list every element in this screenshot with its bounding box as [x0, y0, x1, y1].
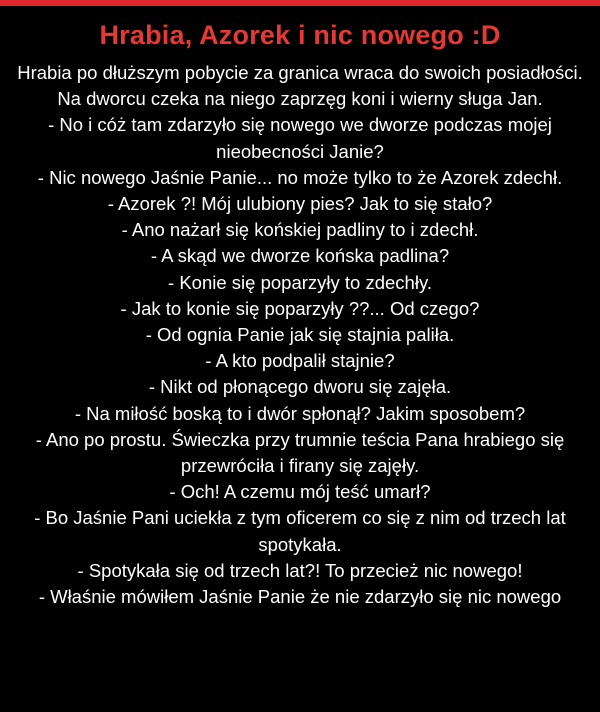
story-line: - A kto podpalił stajnie? [205, 350, 395, 372]
story-line: - Konie się poparzyły to zdechły. [168, 271, 432, 293]
story-line: - Jak to konie się poparzyły ??... Od czego? [120, 297, 480, 319]
top-accent-bar [0, 0, 600, 6]
story-line: - Nic nowego Jaśnie Panie... no może tylko to że Azorek zdechł. [37, 166, 563, 188]
story-line: - Och! A czemu mój teść umarł? [169, 481, 431, 503]
story-text [10, 60, 590, 610]
story-line: - Na miłość boską to i dwór spłonął? Jakim sposobem? [74, 402, 526, 424]
story-line: Hrabia po dłuższym pobycie za granica wraca do swoich posiadłości. Na dworcu czeka na niego zaprzęg koni i wierny sługa Jan. [17, 62, 583, 110]
story-line: - Azorek ?! Mój ulubiony pies? Jak to się stało? [107, 193, 493, 215]
story-line: - Nikt od płonącego dworu się zajęła. [148, 376, 452, 398]
story-line: - Ano po prostu. Świeczka przy trumnie teścia Pana hrabiego się przewróciła i firany się zajęły. [35, 428, 565, 477]
story-line: - Spotykała się od trzech lat?! To przecież nic nowego! [77, 559, 523, 581]
story-line: - Właśnie mówiłem Jaśnie Panie że nie zdarzyło się nic nowego [38, 586, 562, 608]
story-line: - No i cóż tam zdarzyło się nowego we dworze podczas mojej nieobecności Janie? [48, 114, 552, 162]
story-line: - Bo Jaśnie Pani uciekła z tym oficerem co się z nim od trzech lat spotykała. [34, 507, 566, 555]
story-line: - Od ognia Panie jak się stajnia paliła. [145, 324, 455, 346]
story-line: - A skąd we dworze końska padlina? [150, 245, 450, 267]
story-line: - Ano nażarł się końskiej padliny to i zdechł. [121, 219, 479, 241]
page-title: Hrabia, Azorek i nic nowego :D [99, 20, 501, 50]
